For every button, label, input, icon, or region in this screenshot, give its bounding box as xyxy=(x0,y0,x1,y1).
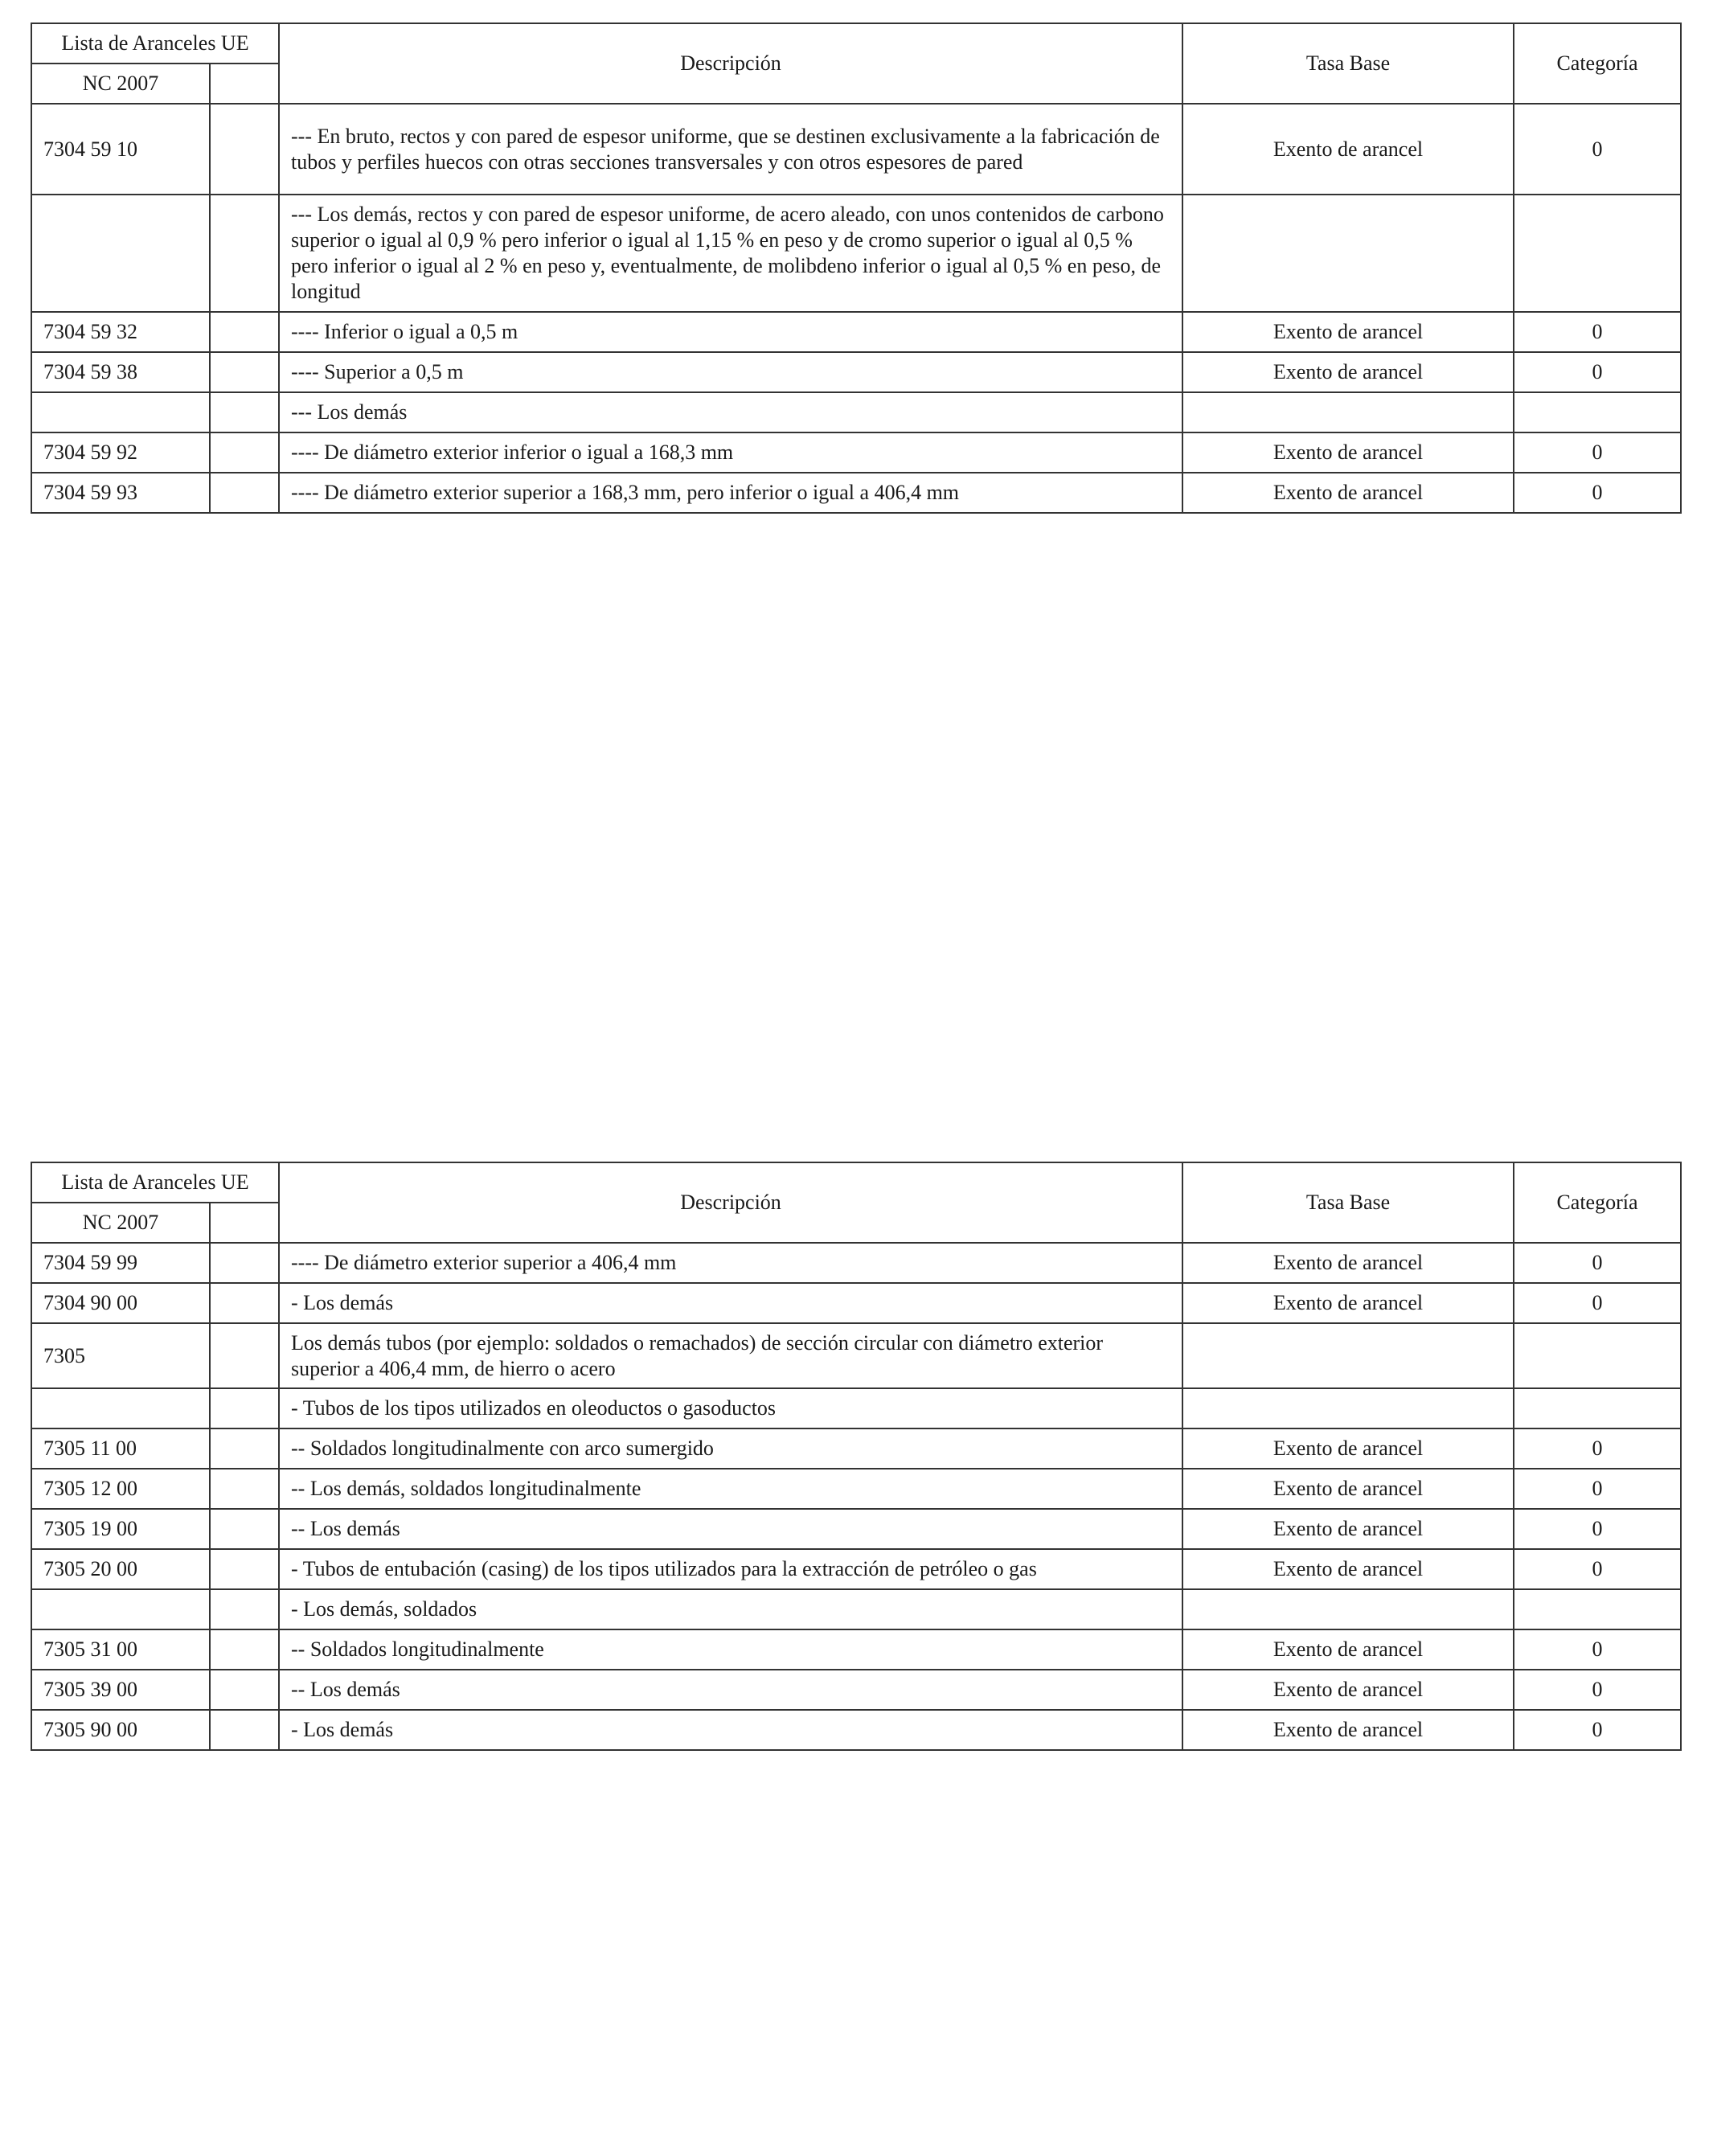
table-row xyxy=(31,195,1681,312)
row-description: -- Soldados longitudinalmente xyxy=(279,1629,1182,1670)
table-row xyxy=(31,392,1681,432)
row-code: 7304 90 00 xyxy=(31,1283,210,1323)
row-description: -- Los demás xyxy=(279,1509,1182,1549)
row-empty-cell xyxy=(210,392,279,432)
row-categoria: 0 xyxy=(1514,1670,1681,1710)
header-empty-cell xyxy=(210,1203,279,1243)
header-nc-2007: NC 2007 xyxy=(31,1203,210,1243)
row-empty-cell xyxy=(210,352,279,392)
row-description: - Tubos de los tipos utilizados en oleoductos o gasoductos xyxy=(279,1388,1182,1428)
row-tasa xyxy=(1182,392,1514,432)
row-description: - Los demás xyxy=(279,1710,1182,1750)
row-tasa: Exento de arancel xyxy=(1182,1549,1514,1589)
table-row xyxy=(31,352,1681,392)
row-tasa: Exento de arancel xyxy=(1182,1509,1514,1549)
row-categoria xyxy=(1514,1323,1681,1388)
table-row xyxy=(31,312,1681,352)
row-description: ---- Superior a 0,5 m xyxy=(279,352,1182,392)
tariff-table xyxy=(31,23,1682,514)
table-row xyxy=(31,1589,1681,1629)
row-categoria xyxy=(1514,1589,1681,1629)
row-empty-cell xyxy=(210,1243,279,1283)
row-tasa: Exento de arancel xyxy=(1182,1243,1514,1283)
table-row xyxy=(31,1428,1681,1469)
header-row xyxy=(31,23,1681,64)
row-description: --- En bruto, rectos y con pared de espesor uniforme, que se destinen exclusivamente a la fabricación de tubos y perfiles huecos con otras secciones transversales y con otros espesores de pared xyxy=(279,104,1182,195)
row-description: --- Los demás xyxy=(279,392,1182,432)
row-categoria: 0 xyxy=(1514,1283,1681,1323)
row-description: Los demás tubos (por ejemplo: soldados o remachados) de sección circular con diámetro exterior superior a 406,4 mm, de hierro o acero xyxy=(279,1323,1182,1388)
row-description: ---- De diámetro exterior superior a 168,3 mm, pero inferior o igual a 406,4 mm xyxy=(279,473,1182,513)
header-tasa-base: Tasa Base xyxy=(1182,1162,1514,1243)
row-code: 7305 11 00 xyxy=(31,1428,210,1469)
row-categoria: 0 xyxy=(1514,1509,1681,1549)
row-tasa xyxy=(1182,195,1514,312)
row-tasa: Exento de arancel xyxy=(1182,1283,1514,1323)
row-code: 7305 31 00 xyxy=(31,1629,210,1670)
row-empty-cell xyxy=(210,1509,279,1549)
row-empty-cell xyxy=(210,195,279,312)
row-categoria: 0 xyxy=(1514,104,1681,195)
row-categoria: 0 xyxy=(1514,312,1681,352)
table-row xyxy=(31,432,1681,473)
row-empty-cell xyxy=(210,1283,279,1323)
row-empty-cell xyxy=(210,473,279,513)
row-categoria: 0 xyxy=(1514,1428,1681,1469)
row-description: -- Los demás, soldados longitudinalmente xyxy=(279,1469,1182,1509)
row-tasa xyxy=(1182,1589,1514,1629)
header-lista-aranceles: Lista de Aranceles UE xyxy=(31,1162,279,1203)
row-categoria: 0 xyxy=(1514,1243,1681,1283)
row-code: 7305 39 00 xyxy=(31,1670,210,1710)
row-categoria xyxy=(1514,392,1681,432)
row-categoria: 0 xyxy=(1514,1710,1681,1750)
row-code: 7305 xyxy=(31,1323,210,1388)
header-nc-2007: NC 2007 xyxy=(31,64,210,104)
table-row xyxy=(31,1509,1681,1549)
header-lista-aranceles: Lista de Aranceles UE xyxy=(31,23,279,64)
row-code xyxy=(31,1388,210,1428)
row-empty-cell xyxy=(210,312,279,352)
header-categoria: Categoría xyxy=(1514,1162,1681,1243)
header-tasa-base: Tasa Base xyxy=(1182,23,1514,104)
row-categoria: 0 xyxy=(1514,1629,1681,1670)
row-tasa xyxy=(1182,1388,1514,1428)
row-empty-cell xyxy=(210,1629,279,1670)
row-tasa: Exento de arancel xyxy=(1182,1629,1514,1670)
header-row xyxy=(31,1162,1681,1203)
row-categoria: 0 xyxy=(1514,473,1681,513)
table-row xyxy=(31,1710,1681,1750)
row-code: 7305 12 00 xyxy=(31,1469,210,1509)
row-empty-cell xyxy=(210,1428,279,1469)
row-categoria xyxy=(1514,195,1681,312)
row-description: - Tubos de entubación (casing) de los tipos utilizados para la extracción de petróleo o gas xyxy=(279,1549,1182,1589)
row-empty-cell xyxy=(210,1670,279,1710)
row-description: ---- De diámetro exterior superior a 406,4 mm xyxy=(279,1243,1182,1283)
header-descripcion: Descripción xyxy=(279,23,1182,104)
row-code: 7304 59 99 xyxy=(31,1243,210,1283)
row-code: 7304 59 38 xyxy=(31,352,210,392)
header-empty-cell xyxy=(210,64,279,104)
header-categoria: Categoría xyxy=(1514,23,1681,104)
row-empty-cell xyxy=(210,1589,279,1629)
row-description: -- Soldados longitudinalmente con arco sumergido xyxy=(279,1428,1182,1469)
row-empty-cell xyxy=(210,1323,279,1388)
row-code xyxy=(31,392,210,432)
row-tasa: Exento de arancel xyxy=(1182,473,1514,513)
row-tasa: Exento de arancel xyxy=(1182,1428,1514,1469)
table-row xyxy=(31,1469,1681,1509)
row-code: 7305 19 00 xyxy=(31,1509,210,1549)
table-row xyxy=(31,1243,1681,1283)
row-code xyxy=(31,1589,210,1629)
table-row xyxy=(31,1388,1681,1428)
row-description: ---- Inferior o igual a 0,5 m xyxy=(279,312,1182,352)
table-row xyxy=(31,1283,1681,1323)
row-tasa: Exento de arancel xyxy=(1182,104,1514,195)
row-empty-cell xyxy=(210,1388,279,1428)
row-tasa: Exento de arancel xyxy=(1182,1469,1514,1509)
row-code xyxy=(31,195,210,312)
row-categoria: 0 xyxy=(1514,1469,1681,1509)
row-description: - Los demás, soldados xyxy=(279,1589,1182,1629)
row-description: ---- De diámetro exterior inferior o igual a 168,3 mm xyxy=(279,432,1182,473)
table-row xyxy=(31,473,1681,513)
header-descripcion: Descripción xyxy=(279,1162,1182,1243)
row-description: - Los demás xyxy=(279,1283,1182,1323)
table-row xyxy=(31,1549,1681,1589)
row-categoria: 0 xyxy=(1514,432,1681,473)
row-code: 7305 90 00 xyxy=(31,1710,210,1750)
row-empty-cell xyxy=(210,1549,279,1589)
row-code: 7304 59 10 xyxy=(31,104,210,195)
table-row xyxy=(31,104,1681,195)
row-code: 7304 59 92 xyxy=(31,432,210,473)
row-description: --- Los demás, rectos y con pared de espesor uniforme, de acero aleado, con unos contenidos de carbono superior o igual al 0,9 % pero inferior o igual al 1,15 % en peso y de cromo superior o igual al 0,5 % pero inferior o igual al 2 % en peso y, eventualmente, de molibdeno inferior o igual al 0,5 % en peso, de longitud xyxy=(279,195,1182,312)
row-empty-cell xyxy=(210,1710,279,1750)
table-row xyxy=(31,1323,1681,1388)
row-tasa xyxy=(1182,1323,1514,1388)
row-categoria: 0 xyxy=(1514,352,1681,392)
row-tasa: Exento de arancel xyxy=(1182,312,1514,352)
row-categoria xyxy=(1514,1388,1681,1428)
row-code: 7304 59 93 xyxy=(31,473,210,513)
row-code: 7305 20 00 xyxy=(31,1549,210,1589)
table-row xyxy=(31,1629,1681,1670)
row-description: -- Los demás xyxy=(279,1670,1182,1710)
row-tasa: Exento de arancel xyxy=(1182,432,1514,473)
row-empty-cell xyxy=(210,432,279,473)
row-tasa: Exento de arancel xyxy=(1182,1710,1514,1750)
row-empty-cell xyxy=(210,1469,279,1509)
row-code: 7304 59 32 xyxy=(31,312,210,352)
row-empty-cell xyxy=(210,104,279,195)
table-row xyxy=(31,1670,1681,1710)
row-tasa: Exento de arancel xyxy=(1182,1670,1514,1710)
row-categoria: 0 xyxy=(1514,1549,1681,1589)
tariff-table xyxy=(31,1162,1682,1751)
row-tasa: Exento de arancel xyxy=(1182,352,1514,392)
